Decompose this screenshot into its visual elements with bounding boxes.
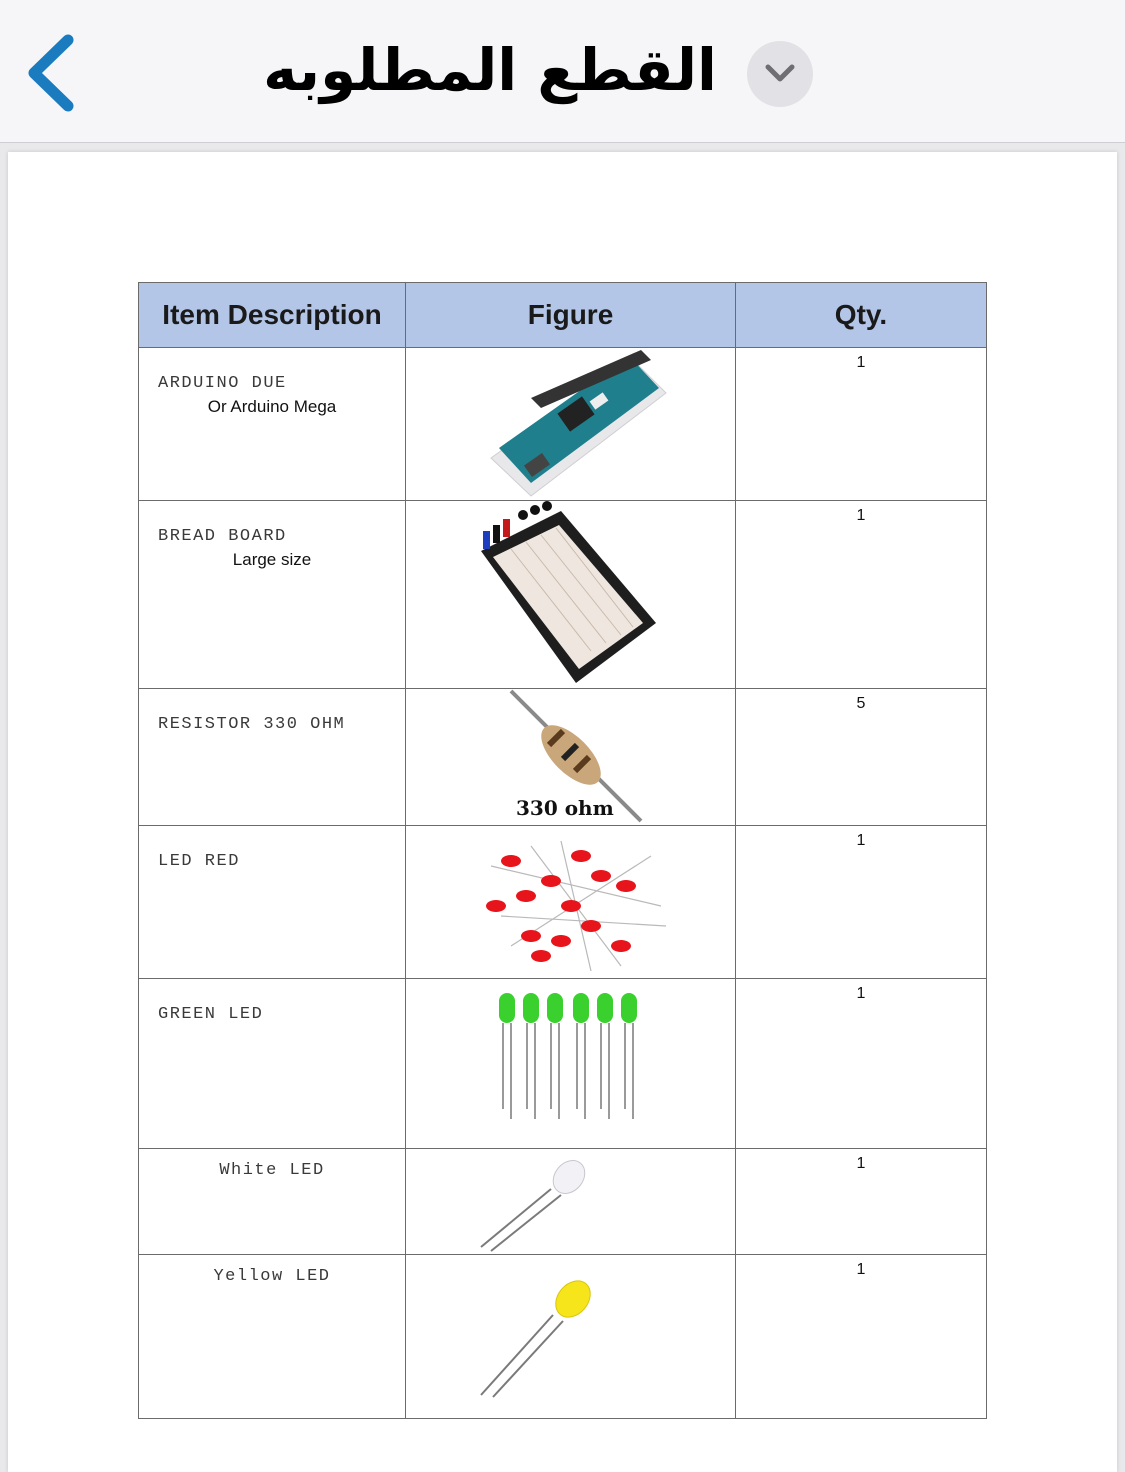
item-qty: 1 [856, 832, 866, 849]
item-name: White LED [219, 1161, 325, 1180]
table-row [139, 826, 987, 979]
item-name: ARDUINO DUE [158, 374, 287, 393]
table-row [139, 348, 987, 501]
item-figure [406, 979, 736, 1149]
item-qty-cell [736, 979, 987, 1149]
item-figure [406, 1255, 736, 1419]
item-description [139, 979, 406, 1149]
table-row [139, 689, 987, 826]
item-name: BREAD BOARD [158, 527, 287, 546]
item-subtitle: Large size [232, 550, 312, 569]
table-row [139, 501, 987, 689]
chevron-left-icon [22, 32, 82, 114]
item-qty-cell [736, 689, 987, 826]
arduino-board-image [471, 348, 671, 498]
document-page [8, 152, 1117, 1472]
item-name: Yellow LED [213, 1267, 331, 1286]
item-name: RESISTOR 330 OHM [158, 715, 346, 734]
item-figure [406, 501, 736, 689]
white-led-image [471, 1149, 671, 1253]
title-menu-button[interactable] [747, 41, 813, 107]
item-description [139, 348, 406, 501]
item-subtitle: Or Arduino Mega [207, 397, 337, 416]
item-qty-cell [736, 1149, 987, 1255]
item-description [139, 826, 406, 979]
item-name: LED RED [158, 852, 240, 871]
item-description [139, 1255, 406, 1419]
item-qty-cell [736, 501, 987, 689]
column-header-description: Item Description [139, 283, 406, 348]
item-description [139, 501, 406, 689]
item-qty: 1 [856, 1155, 866, 1172]
page-title: القطع المطلوبه [263, 36, 717, 104]
item-qty: 5 [856, 695, 866, 712]
back-button[interactable] [22, 32, 82, 114]
item-description [139, 689, 406, 826]
column-header-qty: Qty. [736, 283, 987, 348]
chevron-down-icon [764, 61, 796, 87]
red-leds-image [471, 826, 671, 976]
item-figure [406, 348, 736, 501]
parts-table [138, 282, 987, 1419]
resistor-label: 330 ohm [515, 796, 614, 820]
table-row [139, 979, 987, 1149]
item-qty-cell [736, 1255, 987, 1419]
item-name: GREEN LED [158, 1005, 264, 1024]
item-figure [406, 826, 736, 979]
yellow-led-image [471, 1255, 671, 1415]
breadboard-image [471, 501, 671, 685]
column-header-figure: Figure [406, 283, 736, 348]
top-bar [0, 0, 1125, 143]
item-qty: 1 [856, 507, 866, 524]
item-qty: 1 [856, 985, 866, 1002]
table-row [139, 1149, 987, 1255]
item-figure [406, 1149, 736, 1255]
resistor-image [471, 689, 671, 823]
item-qty: 1 [856, 354, 866, 371]
item-description [139, 1149, 406, 1255]
table-row [139, 1255, 987, 1419]
item-qty-cell [736, 826, 987, 979]
item-qty: 1 [856, 1261, 866, 1278]
table-header-row [139, 283, 987, 348]
item-qty-cell [736, 348, 987, 501]
green-leds-image [471, 979, 671, 1145]
item-figure [406, 689, 736, 826]
